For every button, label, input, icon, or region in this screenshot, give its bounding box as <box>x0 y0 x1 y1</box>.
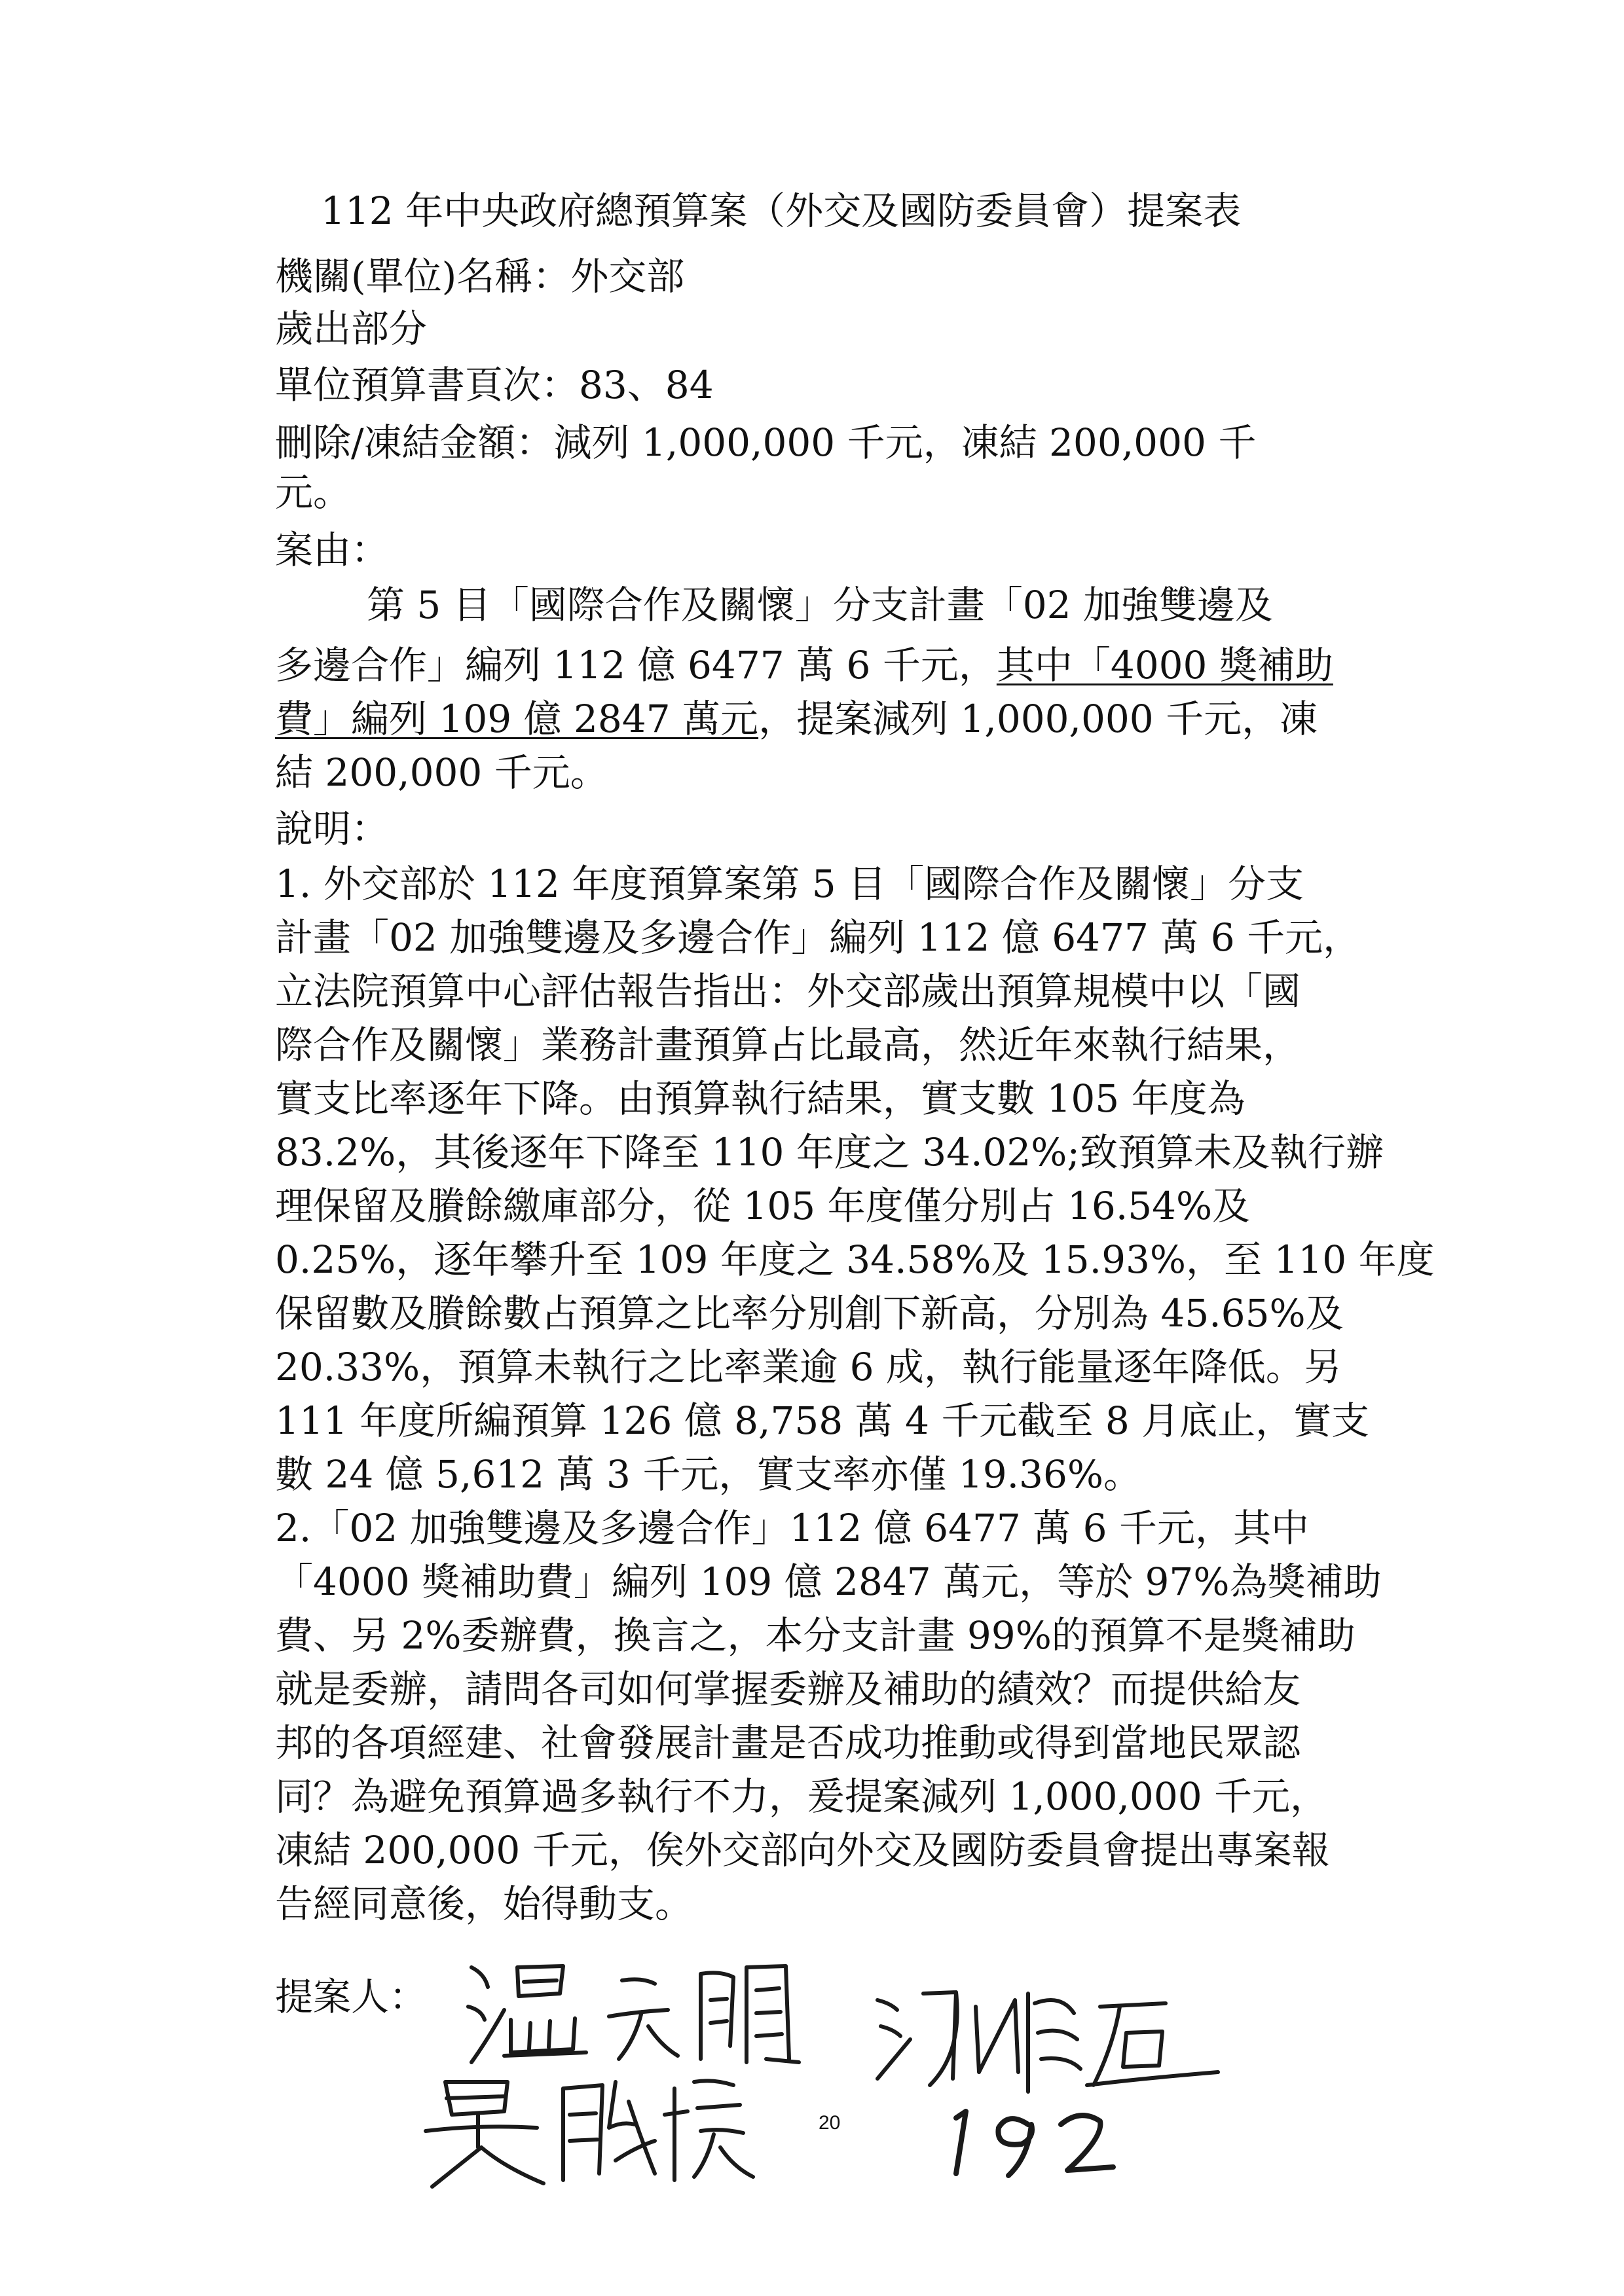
explanation-line: 2.「02 加強雙邊及多邊合作」112 億 6477 萬 6 千元，其中 <box>275 1506 1309 1550</box>
reason-underlined-text: 費」編列 109 億 2847 萬元 <box>275 697 759 741</box>
explanation-line: 83.2%，其後逐年下降至 110 年度之 34.02%;致預算未及執行辦 <box>275 1130 1384 1175</box>
explanation-line: 凍結 200,000 千元，俟外交部向外交及國防委員會提出專案報 <box>275 1828 1330 1872</box>
amount-line-1: 刪除/凍結金額：減列 1,000,000 千元，凍結 200,000 千 <box>275 420 1257 465</box>
explanation-line: 計畫「02 加強雙邊及多邊合作」編列 112 億 6477 萬 6 千元， <box>275 915 1361 960</box>
reason-line: 第 5 目「國際合作及關懷」分支計畫「02 加強雙邊及 <box>367 583 1274 627</box>
reason-underlined-text: 其中「4000 獎補助 <box>996 643 1333 687</box>
reason-line <box>275 693 1318 745</box>
signature-1 <box>458 1948 812 2069</box>
budget-pages: 單位預算書頁次：83、84 <box>275 363 714 407</box>
explanation-line: 1. 外交部於 112 年度預算案第 5 目「國際合作及關懷」分支 <box>275 862 1304 906</box>
explanation-line: 理保留及賸餘繳庫部分，從 105 年度僅分別占 16.54%及 <box>275 1184 1251 1228</box>
explanation-label: 說明： <box>275 807 390 851</box>
handwritten-number-192 <box>930 2098 1126 2183</box>
amount-line-2: 元。 <box>275 470 352 515</box>
explanation-line: 同？為避免預算過多執行不力，爰提案減列 1,000,000 千元， <box>275 1774 1329 1819</box>
explanation-line: 立法院預算中心評估報告指出：外交部歲出預算規模中以「國 <box>275 969 1301 1013</box>
explanation-line: 111 年度所編預算 126 億 8,758 萬 4 千元截至 8 月底止，實支 <box>275 1398 1370 1443</box>
proposer-label: 提案人： <box>275 1975 428 2019</box>
explanation-line: 際合作及關懷」業務計畫預算占比最高，然近年來執行結果， <box>275 1023 1301 1067</box>
explanation-line: 20.33%，預算未執行之比率業逾 6 成，執行能量逐年降低。另 <box>275 1345 1342 1389</box>
explanation-line: 邦的各項經建、社會發展計畫是否成功推動或得到當地民眾認 <box>275 1721 1301 1765</box>
explanation-line: 數 24 億 5,612 萬 3 千元，實支率亦僅 19.36%。 <box>275 1452 1141 1497</box>
signature-3 <box>864 1974 1231 2098</box>
explanation-line: 告經同意後，始得動支。 <box>275 1882 693 1926</box>
reason-label: 案由： <box>275 528 390 572</box>
reason-line: 結 200,000 千元。 <box>275 750 608 795</box>
document-title: 112 年中央政府總預算案（外交及國防委員會）提案表 <box>321 189 1242 233</box>
section-label: 歲出部分 <box>275 306 428 351</box>
reason-line <box>275 639 1333 691</box>
explanation-line: 「4000 獎補助費」編列 109 億 2847 萬元，等於 97%為獎補助 <box>275 1559 1382 1604</box>
explanation-line: 就是委辦，請問各司如何掌握委辦及補助的績效？而提供給友 <box>275 1667 1301 1711</box>
agency-name: 機關(單位)名稱：外交部 <box>275 254 685 299</box>
explanation-line: 保留數及賸餘數占預算之比率分別創下新高，分別為 45.65%及 <box>275 1291 1344 1336</box>
explanation-line: 0.25%，逐年攀升至 109 年度之 34.58%及 15.93%，至 110 年度 <box>275 1237 1435 1282</box>
explanation-line: 實支比率逐年下降。由預算執行結果，實支數 105 年度為 <box>275 1076 1246 1121</box>
explanation-line: 費、另 2%委辦費，換言之，本分支計畫 99%的預算不是獎補助 <box>275 1613 1356 1658</box>
signature-2 <box>406 2062 760 2193</box>
reason-text: ，提案減列 1,000,000 千元，凍 <box>758 697 1318 741</box>
reason-text: 多邊合作」編列 112 億 6477 萬 6 千元， <box>275 643 997 687</box>
page-number: 20 <box>819 2112 841 2134</box>
